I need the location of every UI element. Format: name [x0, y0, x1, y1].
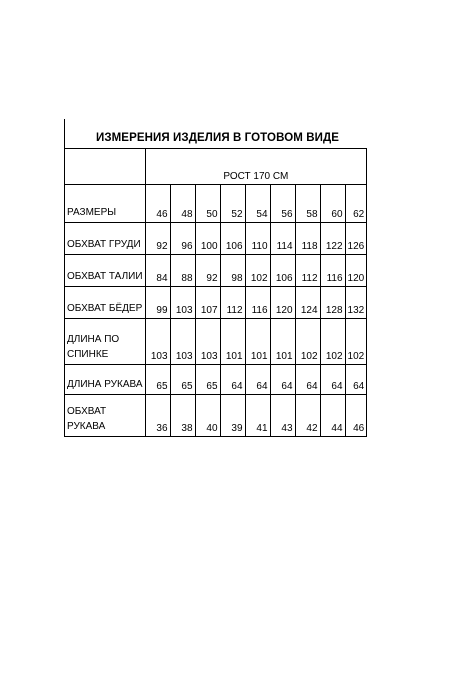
value-cell: 103	[170, 287, 195, 319]
value-cell: 103	[145, 319, 170, 365]
value-cell: 132	[345, 287, 367, 319]
value-cell: 92	[195, 255, 220, 287]
value-cell: 101	[270, 319, 295, 365]
corner-cell	[65, 149, 146, 185]
value-cell: 64	[220, 365, 245, 395]
value-cell: 64	[345, 365, 367, 395]
table-row	[65, 287, 367, 319]
value-cell: 110	[245, 223, 270, 255]
table-row	[65, 365, 367, 395]
value-cell: 58	[295, 185, 320, 223]
row-label: РАЗМЕРЫ	[65, 185, 146, 223]
value-cell: 107	[195, 287, 220, 319]
value-cell: 44	[320, 395, 345, 437]
value-cell: 40	[195, 395, 220, 437]
value-cell: 106	[220, 223, 245, 255]
value-cell: 99	[145, 287, 170, 319]
value-cell: 103	[170, 319, 195, 365]
size-table	[64, 148, 367, 437]
table-row	[65, 185, 367, 223]
row-label: ОБХВАТ ТАЛИИ	[65, 255, 146, 287]
value-cell: 92	[145, 223, 170, 255]
value-cell: 102	[295, 319, 320, 365]
value-cell: 65	[170, 365, 195, 395]
value-cell: 60	[320, 185, 345, 223]
value-cell: 122	[320, 223, 345, 255]
value-cell: 41	[245, 395, 270, 437]
table-row	[65, 395, 367, 437]
height-row	[65, 149, 367, 185]
value-cell: 64	[270, 365, 295, 395]
value-cell: 102	[245, 255, 270, 287]
value-cell: 39	[220, 395, 245, 437]
value-cell: 116	[245, 287, 270, 319]
table-row	[65, 319, 367, 365]
height-label: РОСТ 170 СМ	[145, 149, 367, 185]
value-cell: 62	[345, 185, 367, 223]
value-cell: 38	[170, 395, 195, 437]
row-label: ОБХВАТ РУКАВА	[65, 395, 146, 437]
table-row	[65, 223, 367, 255]
value-cell: 64	[245, 365, 270, 395]
value-cell: 101	[220, 319, 245, 365]
value-cell: 100	[195, 223, 220, 255]
value-cell: 64	[295, 365, 320, 395]
value-cell: 43	[270, 395, 295, 437]
value-cell: 42	[295, 395, 320, 437]
value-cell: 65	[145, 365, 170, 395]
row-label: ДЛИНА ПО СПИНКЕ	[65, 319, 146, 365]
row-label: ДЛИНА РУКАВА	[65, 365, 146, 395]
value-cell: 56	[270, 185, 295, 223]
value-cell: 101	[245, 319, 270, 365]
row-label: ОБХВАТ ГРУДИ	[65, 223, 146, 255]
value-cell: 64	[320, 365, 345, 395]
value-cell: 126	[345, 223, 367, 255]
value-cell: 120	[345, 255, 367, 287]
value-cell: 114	[270, 223, 295, 255]
value-cell: 65	[195, 365, 220, 395]
value-cell: 102	[345, 319, 367, 365]
value-cell: 116	[320, 255, 345, 287]
row-label: ОБХВАТ БЁДЕР	[65, 287, 146, 319]
value-cell: 124	[295, 287, 320, 319]
value-cell: 46	[145, 185, 170, 223]
table-row	[65, 255, 367, 287]
value-cell: 98	[220, 255, 245, 287]
value-cell: 120	[270, 287, 295, 319]
value-cell: 46	[345, 395, 367, 437]
value-cell: 88	[170, 255, 195, 287]
value-cell: 118	[295, 223, 320, 255]
value-cell: 50	[195, 185, 220, 223]
value-cell: 102	[320, 319, 345, 365]
value-cell: 128	[320, 287, 345, 319]
value-cell: 103	[195, 319, 220, 365]
value-cell: 52	[220, 185, 245, 223]
value-cell: 106	[270, 255, 295, 287]
value-cell: 48	[170, 185, 195, 223]
chart-title: ИЗМЕРЕНИЯ ИЗДЕЛИЯ В ГОТОВОМ ВИДЕ	[95, 132, 340, 144]
value-cell: 84	[145, 255, 170, 287]
value-cell: 112	[220, 287, 245, 319]
value-cell: 54	[245, 185, 270, 223]
value-cell: 36	[145, 395, 170, 437]
value-cell: 96	[170, 223, 195, 255]
size-table-body	[65, 149, 367, 437]
value-cell: 112	[295, 255, 320, 287]
